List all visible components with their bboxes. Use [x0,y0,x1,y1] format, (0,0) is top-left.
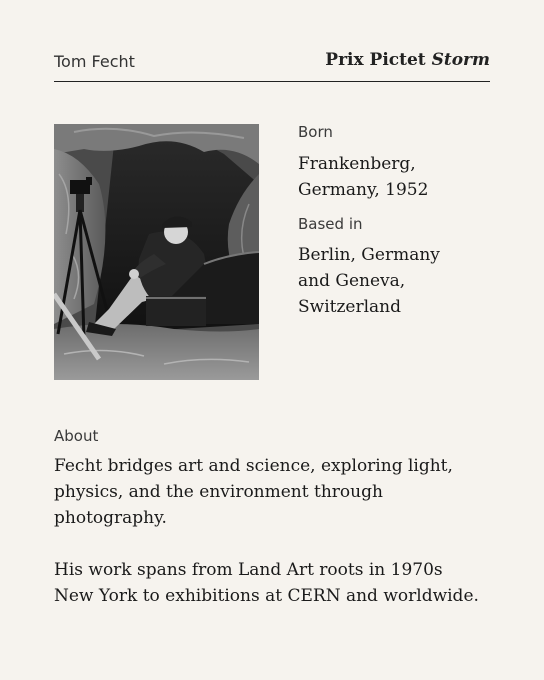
about-p2-line-2: New York to exhibitions at CERN and worldwide. [54,586,479,606]
artist-info [298,122,498,320]
about-p1-line-1: Fecht bridges art and science, exploring light, [54,456,453,476]
about-p1-line-3: photography. [54,508,167,528]
about-paragraph-1 [54,453,504,531]
born-label: Born [298,123,333,141]
born-line-2: Germany, 1952 [298,180,429,200]
born-value [298,151,498,203]
exhibition-title [325,50,490,70]
exhibition-prefix: Prix Pictet [325,50,426,70]
page-header [54,50,490,76]
based-value [298,242,498,320]
based-line-1: Berlin, Germany [298,245,440,265]
about-label: About [54,427,99,445]
artist-photo [54,124,259,380]
header-divider [54,81,490,82]
based-line-3: Switzerland [298,297,402,317]
based-label: Based in [298,215,363,233]
about-p1-line-2: physics, and the environment through [54,482,383,502]
about-section [54,427,504,609]
about-p2-line-1: His work spans from Land Art roots in 1970s [54,560,443,580]
about-paragraph-2 [54,557,504,609]
based-line-2: and Geneva, [298,271,406,291]
exhibition-theme: Storm [431,50,490,70]
born-line-1: Frankenberg, [298,154,416,174]
artist-name: Tom Fecht [54,52,135,71]
